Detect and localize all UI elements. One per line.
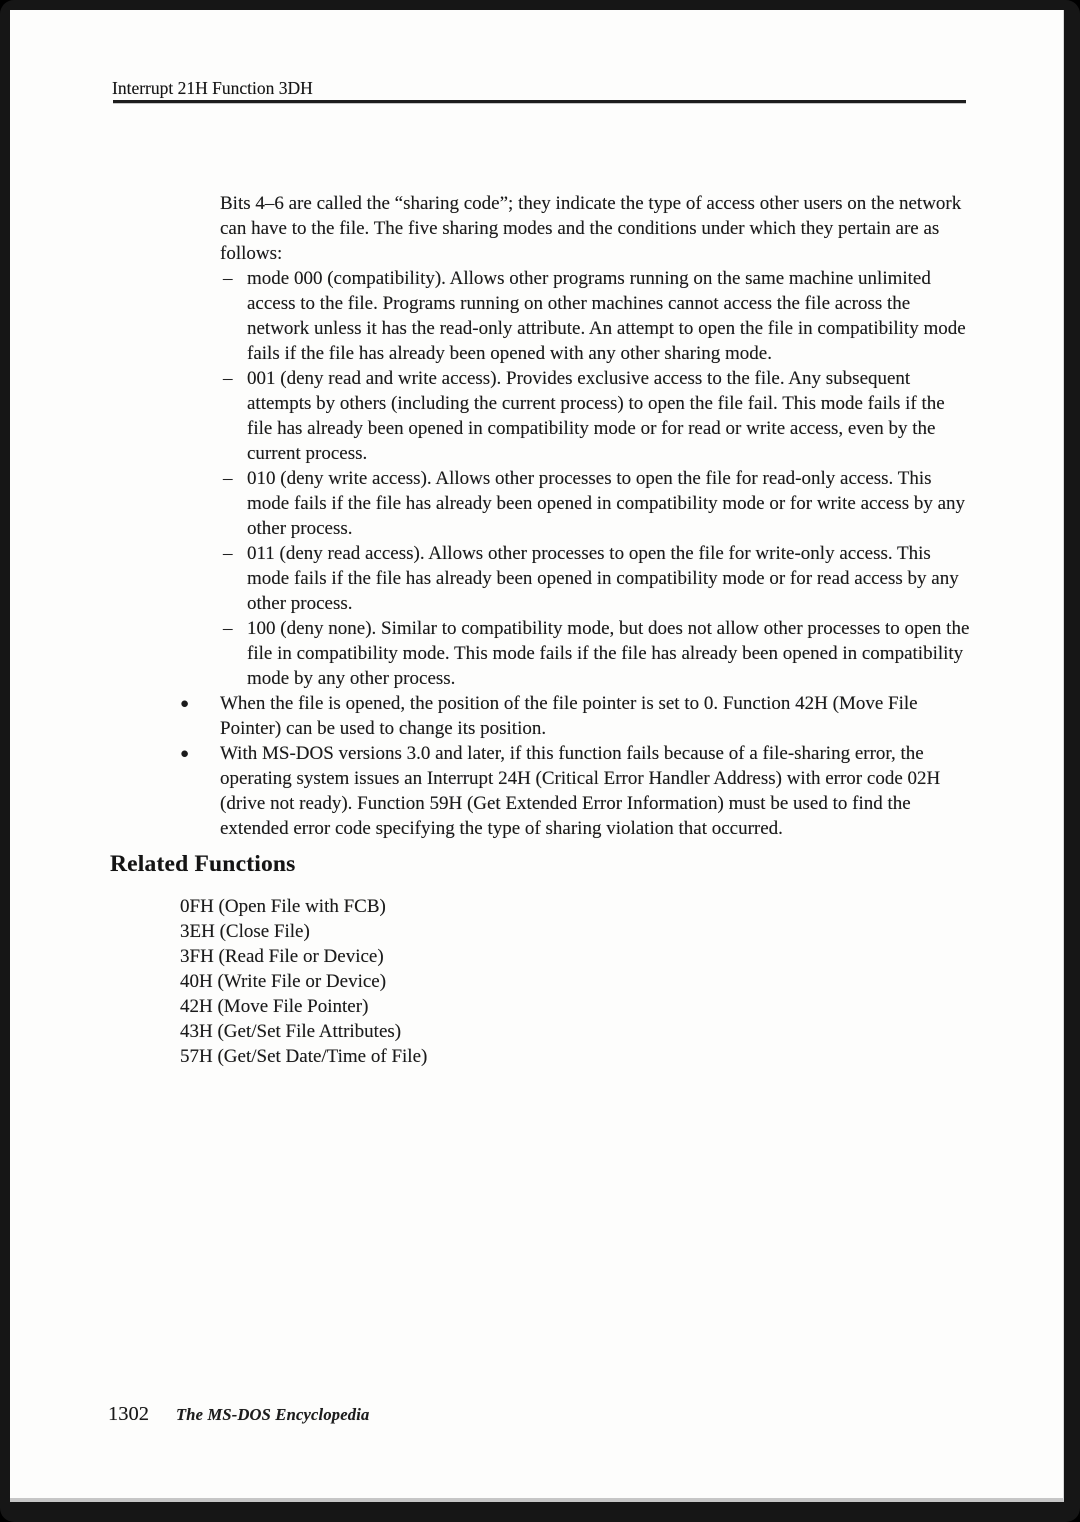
intro-paragraph: Bits 4–6 are called the “sharing code”; they indicate the type of access other users on the network can have to the file. The five sharing modes and the conditions under which they pertain are as follows: (220, 193, 962, 264)
related-functions-list (180, 894, 970, 1069)
bullet-item (180, 691, 970, 741)
related-function-item: 0FH (Open File with FCB) (180, 896, 386, 917)
sharing-mode-text: 001 (deny read and write access). Provides exclusive access to the file. Any subsequent attempts by others (including the current process) to open the file fail. This mode fails if the file has already been opened in compatibility mode or for read or write access, even by the current process. (247, 368, 945, 464)
sharing-mode-item (180, 466, 970, 541)
sharing-mode-item (180, 366, 970, 466)
dash-marker-icon: – (223, 368, 233, 389)
dash-marker-icon: – (223, 618, 233, 639)
header-rule (113, 100, 966, 103)
book-page (10, 10, 1064, 1502)
dash-marker-icon: – (223, 543, 233, 564)
sharing-mode-item (180, 266, 970, 366)
sharing-mode-text: 011 (deny read access). Allows other processes to open the file for write-only access. This mode fails if the file has already been opened in compatibility mode or for read access by any other process. (247, 543, 959, 614)
page-number: 1302 (108, 1403, 149, 1425)
related-function-item: 42H (Move File Pointer) (180, 996, 369, 1017)
bullet-text: When the file is opened, the position of the file pointer is set to 0. Function 42H (Move File Pointer) can be used to change its position. (220, 693, 918, 739)
book-title: The MS-DOS Encyclopedia (176, 1405, 370, 1424)
page-body (110, 191, 970, 1069)
sharing-mode-text: 100 (deny none). Similar to compatibility mode, but does not allow other processes to open the file in compatibility mode. This mode fails if the file has already been opened in compatibility mode by any other process. (247, 618, 970, 689)
bullet-icon: ● (180, 746, 190, 762)
related-function-item: 3FH (Read File or Device) (180, 946, 384, 967)
dash-marker-icon: – (223, 268, 233, 289)
related-function-item: 40H (Write File or Device) (180, 971, 387, 992)
bullet-item (180, 741, 970, 841)
related-function-item: 43H (Get/Set File Attributes) (180, 1021, 402, 1042)
page-footer (108, 1403, 369, 1426)
related-functions-heading: Related Functions (110, 851, 296, 877)
related-function-item: 57H (Get/Set Date/Time of File) (180, 1046, 428, 1067)
sharing-mode-item (180, 616, 970, 691)
bullet-text: With MS-DOS versions 3.0 and later, if this function fails because of a file-sharing error, the operating system issues an Interrupt 24H (Critical Error Handler Address) with error code 02H (drive not ready). Function 59H (Get Extended Error Information) must be used to find the extended error code specifying the type of sharing violation that occurred. (220, 743, 941, 839)
related-function-item: 3EH (Close File) (180, 921, 310, 942)
sharing-mode-text: 010 (deny write access). Allows other processes to open the file for read-only access. This mode fails if the file has already been opened in compatibility mode or for write access by any other process. (247, 468, 966, 539)
sharing-mode-item (180, 541, 970, 616)
sharing-mode-text: mode 000 (compatibility). Allows other programs running on the same machine unlimited access to the file. Programs running on other machines cannot access the file across the network unless it has the read-only attribute. An attempt to open the file in compatibility mode fails if the file has already been opened with any other sharing mode. (247, 268, 966, 364)
bullet-icon: ● (180, 696, 190, 712)
dash-marker-icon: – (223, 468, 233, 489)
running-header: Interrupt 21H Function 3DH (112, 78, 313, 98)
